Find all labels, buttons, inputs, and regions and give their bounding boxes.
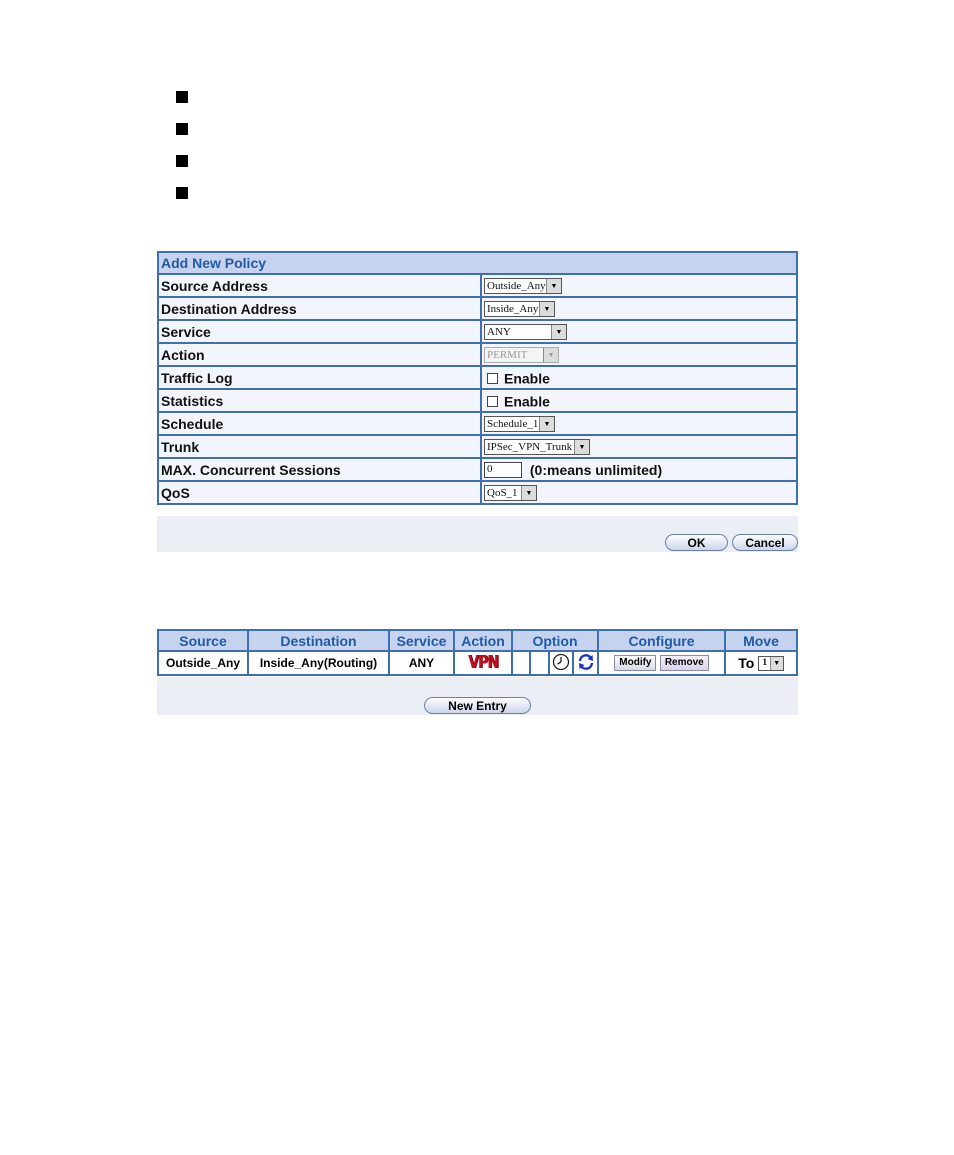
bullet-square-icon	[176, 91, 188, 103]
statistics-enable-label: Enable	[504, 393, 550, 410]
trunk-select[interactable]	[484, 439, 590, 455]
chevron-down-icon: ▼	[543, 348, 558, 362]
header-option: Option	[512, 630, 598, 651]
chevron-down-icon: ▼	[539, 302, 554, 316]
source-address-value: Outside_Any	[487, 280, 546, 293]
statistics-label: Statistics	[158, 389, 481, 412]
destination-address-select[interactable]	[484, 301, 555, 317]
bullet-square-icon	[176, 155, 188, 167]
chevron-down-icon: ▼	[574, 440, 589, 454]
form-row-qos	[158, 481, 797, 504]
destination-address-label: Destination Address	[158, 297, 481, 320]
trunk-value: IPSec_VPN_Trunk	[487, 441, 573, 454]
form-row-action	[158, 343, 797, 366]
modify-button[interactable]: Modify	[614, 655, 656, 671]
remove-button[interactable]: Remove	[660, 655, 709, 671]
option-empty-cell	[530, 651, 548, 675]
form-row-source-address	[158, 274, 797, 297]
action-select	[484, 347, 559, 363]
schedule-label: Schedule	[158, 412, 481, 435]
service-select[interactable]	[484, 324, 567, 340]
service-value: ANY	[487, 326, 511, 339]
qos-select[interactable]	[484, 485, 537, 501]
traffic-log-label: Traffic Log	[158, 366, 481, 389]
trunk-label: Trunk	[158, 435, 481, 458]
form-row-schedule	[158, 412, 797, 435]
form-title: Add New Policy	[158, 252, 797, 274]
table-row	[158, 651, 797, 675]
form-row-service	[158, 320, 797, 343]
policy-list-header-row	[158, 630, 797, 651]
add-policy-table	[157, 251, 798, 505]
schedule-value: Schedule_1	[487, 418, 539, 431]
action-value: PERMIT	[487, 349, 528, 362]
traffic-log-enable-label: Enable	[504, 370, 550, 387]
option-schedule-cell	[549, 651, 574, 675]
schedule-select[interactable]	[484, 416, 555, 432]
policy-list-panel	[157, 629, 798, 715]
form-title-row	[158, 252, 797, 274]
traffic-log-checkbox[interactable]	[487, 373, 498, 384]
header-action: Action	[454, 630, 512, 651]
max-sessions-hint: (0:means unlimited)	[529, 462, 663, 479]
add-new-policy-panel	[157, 251, 798, 551]
new-entry-button[interactable]: New Entry	[424, 697, 531, 714]
chevron-down-icon: ▼	[770, 657, 783, 670]
form-row-trunk	[158, 435, 797, 458]
max-sessions-label: MAX. Concurrent Sessions	[158, 458, 481, 481]
bullet-square-icon	[176, 123, 188, 135]
header-configure: Configure	[598, 630, 725, 651]
bullet-square-icon	[176, 187, 188, 199]
header-move: Move	[725, 630, 797, 651]
max-sessions-input[interactable]: 0	[484, 462, 522, 478]
header-source: Source	[158, 630, 248, 651]
chevron-down-icon: ▼	[539, 417, 554, 431]
action-label: Action	[158, 343, 481, 366]
statistics-checkbox[interactable]	[487, 396, 498, 407]
qos-label: QoS	[158, 481, 481, 504]
source-address-select[interactable]	[484, 278, 562, 294]
move-position-value: 1	[762, 656, 767, 667]
ok-button[interactable]: OK	[665, 534, 728, 551]
bullet-list	[176, 91, 188, 219]
service-label: Service	[158, 320, 481, 343]
vpn-icon: VPN	[468, 653, 498, 673]
destination-address-value: Inside_Any	[487, 303, 539, 316]
row-destination: Inside_Any(Routing)	[248, 651, 389, 675]
failover-arrows-icon	[577, 653, 595, 671]
chevron-down-icon: ▼	[546, 279, 561, 293]
option-trunk-cell	[573, 651, 598, 675]
source-address-label: Source Address	[158, 274, 481, 297]
row-source: Outside_Any	[158, 651, 248, 675]
row-move	[725, 651, 797, 675]
qos-value: QoS_1	[487, 487, 518, 500]
cancel-button[interactable]: Cancel	[732, 534, 798, 551]
header-destination: Destination	[248, 630, 389, 651]
header-service: Service	[389, 630, 454, 651]
form-row-destination-address	[158, 297, 797, 320]
chevron-down-icon: ▼	[551, 325, 566, 339]
option-empty-cell	[512, 651, 530, 675]
row-configure	[598, 651, 725, 675]
form-row-max-sessions	[158, 458, 797, 481]
form-row-traffic-log	[158, 366, 797, 389]
row-service: ANY	[389, 651, 454, 675]
row-action	[454, 651, 512, 675]
move-to-label: To	[738, 655, 755, 671]
form-row-statistics	[158, 389, 797, 412]
policy-list-table	[157, 629, 798, 676]
chevron-down-icon: ▼	[521, 486, 536, 500]
move-position-select[interactable]	[758, 656, 784, 671]
clock-icon	[552, 653, 570, 671]
